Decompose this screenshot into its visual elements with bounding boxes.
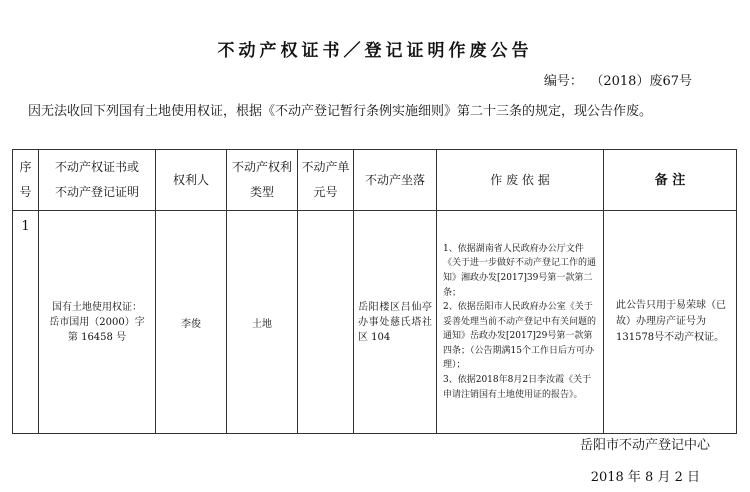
basis-item-2: 2、依据岳阳市人民政府办公室《关于妥善处理当前不动产登记中有关问题的通知》岳政办发[2017]29号第一款第四条；（公告期满15个工作日后方可办理）； <box>443 302 597 371</box>
cell-right-type: 土地 <box>227 211 298 434</box>
basis-item-1: 1、依据湖南省人民政府办公厅文件《关于进一步做好不动产登记工作的通知》湘政办发[2017]39号第一款第二条； <box>443 243 597 298</box>
header-right-holder: 权利人 <box>156 150 227 211</box>
issuing-authority: 岳阳市不动产登记中心 <box>579 438 710 453</box>
header-seq: 序 号 <box>13 150 39 211</box>
issue-date: 2018 年 8 月 2 日 <box>590 470 700 485</box>
header-right-type: 不动产权利 类型 <box>227 150 298 211</box>
cell-right-holder: 李俊 <box>156 211 227 434</box>
cell-cancellation-basis <box>437 211 604 434</box>
header-location: 不动产坐落 <box>354 150 437 211</box>
header-unit-number: 不动产单 元号 <box>298 150 354 211</box>
cell-location: 岳阳楼区吕仙亭办事处慈氏塔社区 104 <box>354 211 437 434</box>
intro-paragraph: 因无法收回下列国有土地使用权证，根据《不动产登记暂行条例实施细则》第二十三条的规定，现公告作废。 <box>28 104 653 119</box>
notice-title: 不动产权证书／登记证明作废公告 <box>217 41 533 61</box>
cell-remark: 此公告只用于易荣球（已故）办理房产证号为131578号不动产权证。 <box>604 211 737 434</box>
cell-certificate: 国有土地使用权证： 岳市国用（2000）字 第 16458 号 <box>39 211 156 434</box>
document-number-value: （2018）废67号 <box>596 74 692 89</box>
header-certificate: 不动产权证书或 不动产登记证明 <box>39 150 156 211</box>
document-number-label: 编号： <box>543 74 583 89</box>
header-cancellation-basis: 作 废 依 据 <box>437 150 604 211</box>
document-number <box>544 70 692 89</box>
header-remark: 备 注 <box>604 150 737 211</box>
cell-seq: 1 <box>13 211 39 434</box>
basis-item-3: 3、依据2018年8月2日李汝霞《关于申请注销国有土地使用证的报告》。 <box>443 375 592 400</box>
table-header-row <box>13 150 737 211</box>
table-row <box>13 211 737 434</box>
cell-unit-number <box>298 211 354 434</box>
notice-table <box>12 149 737 434</box>
